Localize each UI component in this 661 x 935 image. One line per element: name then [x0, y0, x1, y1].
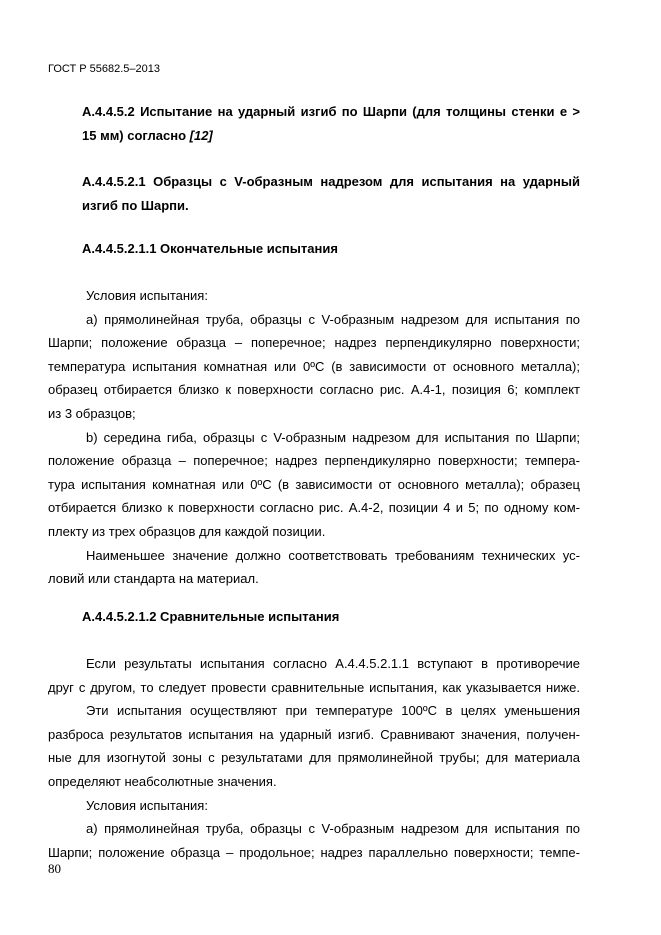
section-heading-final-tests [82, 237, 580, 261]
reference-link: [12] [189, 127, 213, 143]
body-line: ные для изогнутой зоны с результатами для прямолинейной трубы; для материала [48, 750, 580, 766]
heading-line [82, 124, 580, 148]
body-line: Эти испытания осуществляют при температуре 100ºС в целях уменьшения [86, 703, 580, 719]
body-line: Условия испытания: [86, 797, 208, 813]
section-heading-a44452 [82, 100, 580, 147]
heading-line: А.4.4.5.2.1 Образцы с V-образным надрезом для испытания на ударный [82, 174, 580, 189]
section-heading-a444521 [82, 170, 580, 217]
body-line: тура испытания комнатная или 0ºС (в зависимости от основного металла); образец [48, 476, 580, 492]
body-line: разброса результатов испытания на ударный изгиб. Сравнивают значения, получен- [48, 726, 580, 742]
body-line: отбирается близко к поверхности согласно рис. А.4-2, позиции 4 и 5; по одному ком- [48, 500, 580, 516]
body-line: Шарпи; положение образца – продольное; надрез параллельно поверхности; темпе- [48, 844, 580, 860]
body-text-comparative-tests [48, 652, 580, 864]
body-line: Условия испытания: [86, 288, 208, 303]
body-line: а) прямолинейная труба, образцы с V-образным надрезом для испытания по [86, 821, 580, 837]
body-line: определяют неабсолютные значения. [48, 773, 277, 789]
body-line: Наименьшее значение должно соответствовать требованиям технических ус- [86, 547, 580, 563]
body-text-final-tests [48, 284, 580, 591]
body-line: положение образца – поперечное; надрез перпендикулярно поверхности; темпера- [48, 453, 580, 469]
heading-line: А.4.4.5.2 Испытание на ударный изгиб по Шарпи (для толщины стенки е > [82, 104, 580, 119]
document-header: ГОСТ Р 55682.5–2013 [48, 63, 160, 75]
body-line: b) середина гиба, образцы с V-образным надрезом для испытания по Шарпи; [86, 429, 580, 445]
body-line: Шарпи; положение образца – поперечное; надрез перпендикулярно поверхности; [48, 335, 580, 351]
heading-line: А.4.4.5.2.1.2 Сравнительные испытания [82, 609, 340, 624]
body-line: друг с другом, то следует провести сравнительные испытания, как указывается ниже. [48, 679, 580, 695]
body-line: из 3 образцов; [48, 405, 136, 421]
body-line: ловий или стандарта на материал. [48, 571, 259, 587]
page-number: 80 [48, 861, 61, 876]
heading-line: изгиб по Шарпи. [82, 197, 189, 213]
body-line: температура испытания комнатная или 0ºС (в зависимости от основного металла); [48, 358, 580, 374]
body-line: а) прямолинейная труба, образцы с V-образным надрезом для испытания по [86, 311, 580, 327]
heading-line: А.4.4.5.2.1.1 Окончательные испытания [82, 241, 338, 256]
body-line: образец отбирается близко к поверхности согласно рис. А.4-1, позиция 6; комплект [48, 382, 580, 398]
body-line: плекту из трех образцов для каждой позиции. [48, 523, 326, 539]
heading-text: 15 мм) согласно [82, 127, 190, 143]
body-line: Если результаты испытания согласно А.4.4.5.2.1.1 вступают в противоречие [86, 656, 580, 671]
section-heading-comparative-tests [82, 605, 580, 629]
